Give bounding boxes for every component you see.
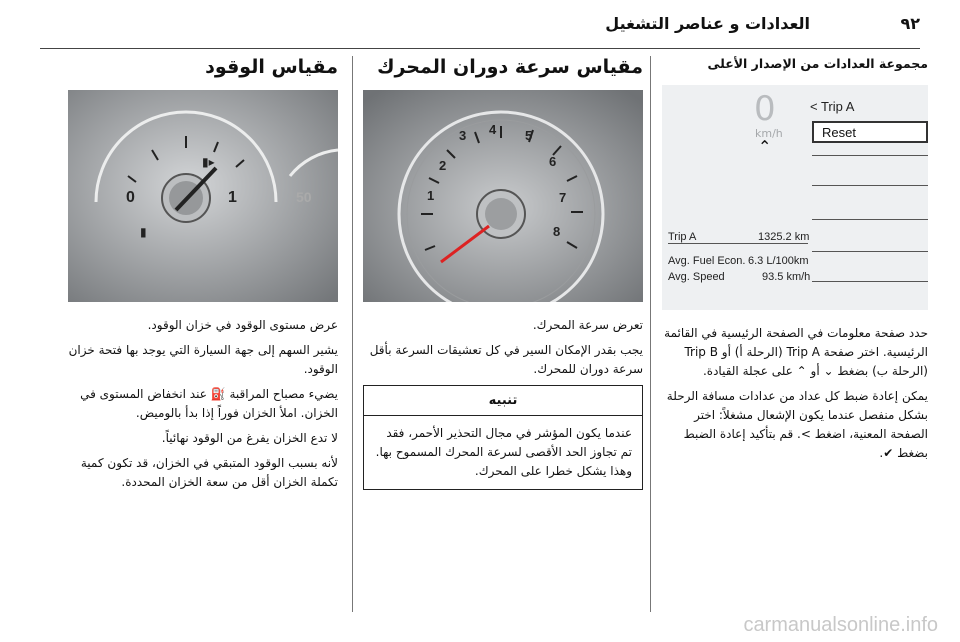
fuel-econ-label: Avg. Fuel Econ.	[668, 255, 746, 267]
section-heading-upper-cluster: مجموعة العدادات من الإصدار الأعلى	[707, 56, 928, 71]
svg-text:7: 7	[559, 190, 567, 205]
tachometer-illustration	[363, 90, 643, 302]
paragraph: يمكن إعادة ضبط كل عداد من عدادات مسافة الرحلة بشكل منفصل عندما يكون الإشعال مشغلاً: اختر الصفحة المعنية، اضغط >. قم بتأكيد إعادة الضبط بضغط ✔.	[666, 389, 928, 460]
paragraph: لا تدع الخزان يفرغ من الوقود نهائياً.	[161, 431, 338, 445]
paragraph: لأنه بسبب الوقود المتبقي في الخزان، قد تكون كمية تكملة الخزان أقل من سعة الخزان المحددة.	[80, 456, 338, 489]
menu-line	[812, 155, 928, 156]
trip-row-label: Trip A	[668, 231, 697, 243]
svg-text:8: 8	[553, 224, 561, 239]
reset-button: Reset	[812, 121, 928, 143]
notice-box	[363, 385, 643, 490]
fuel-econ-value: 6.3 L/100km	[748, 255, 809, 267]
page-title: العدادات و عناصر التشغيل	[605, 14, 810, 33]
page-header	[40, 14, 920, 36]
section-heading-fuel-gauge: مقياس الوقود	[205, 56, 338, 78]
tachometer-image	[363, 90, 643, 302]
watermark: carmanualsonline.info	[743, 614, 938, 636]
paragraph: تعرض سرعة المحرك.	[532, 318, 643, 332]
svg-text:0: 0	[126, 189, 135, 206]
paragraph: يشير السهم إلى جهة السيارة التي يوجد بها فتحة خزان الوقود.	[68, 343, 338, 376]
svg-text:5: 5	[525, 128, 533, 143]
trip-a-title: < Trip A	[810, 99, 855, 114]
notice-title: تنبيه	[364, 386, 642, 416]
info-display-image	[662, 85, 928, 310]
fuel-gauge-illustration	[68, 90, 338, 302]
page-number: ٩٢	[900, 14, 920, 33]
header-rule	[40, 48, 920, 49]
paragraph: يضيء مصباح المراقبة ⛽ عند انخفاض المستوى في الخزان. املأ الخزان فوراً إذا بدأ بالوميض.	[80, 387, 338, 420]
column-divider-left	[352, 56, 353, 612]
menu-line	[812, 281, 928, 282]
paragraph: عرض مستوى الوقود في خزان الوقود.	[147, 318, 338, 332]
notice-body: عندما يكون المؤشر في مجال التحذير الأحمر، فقد تم تجاوز الحد الأقصى لسرعة المحرك المسموح بها. وهذا يشكل خطرا على المحرك.	[375, 426, 632, 478]
avg-speed-label: Avg. Speed	[668, 271, 725, 283]
menu-line	[812, 219, 928, 220]
paragraph: حدد صفحة معلومات في الصفحة الرئيسية في القائمة الرئيسية. اختر صفحة Trip A (الرحلة أ) أو Trip B (الرحلة ب) بضغط ⌄ أو ⌃ على عجلة القيادة.	[664, 326, 928, 378]
avg-speed-value: 93.5 km/h	[762, 271, 811, 283]
trip-row-value: 1325.2 km	[758, 231, 810, 243]
fuel-gauge-section	[68, 56, 338, 612]
info-display-section	[662, 56, 928, 612]
menu-line	[812, 251, 928, 252]
svg-text:1: 1	[427, 188, 435, 203]
row-separator	[668, 243, 808, 244]
svg-text:▮: ▮	[140, 225, 147, 239]
svg-text:50: 50	[296, 189, 312, 205]
tachometer-section	[363, 56, 643, 612]
chevron-up-icon: ⌃	[758, 137, 772, 156]
svg-text:2: 2	[439, 158, 447, 173]
speed-digit: 0	[754, 89, 776, 129]
svg-text:▮▸: ▮▸	[202, 155, 215, 169]
fuel-gauge-image	[68, 90, 338, 302]
paragraph: يجب بقدر الإمكان السير في كل تعشيقات السرعة بأقل سرعة دوران للمحرك.	[369, 343, 643, 376]
speed-unit: km/h	[755, 127, 783, 140]
svg-text:6: 6	[549, 154, 557, 169]
section-heading-tachometer: مقياس سرعة دوران المحرك	[377, 56, 643, 78]
menu-line	[812, 185, 928, 186]
svg-text:4: 4	[489, 122, 497, 137]
svg-text:3: 3	[459, 128, 467, 143]
column-divider-right	[650, 56, 651, 612]
svg-text:1: 1	[228, 189, 237, 206]
